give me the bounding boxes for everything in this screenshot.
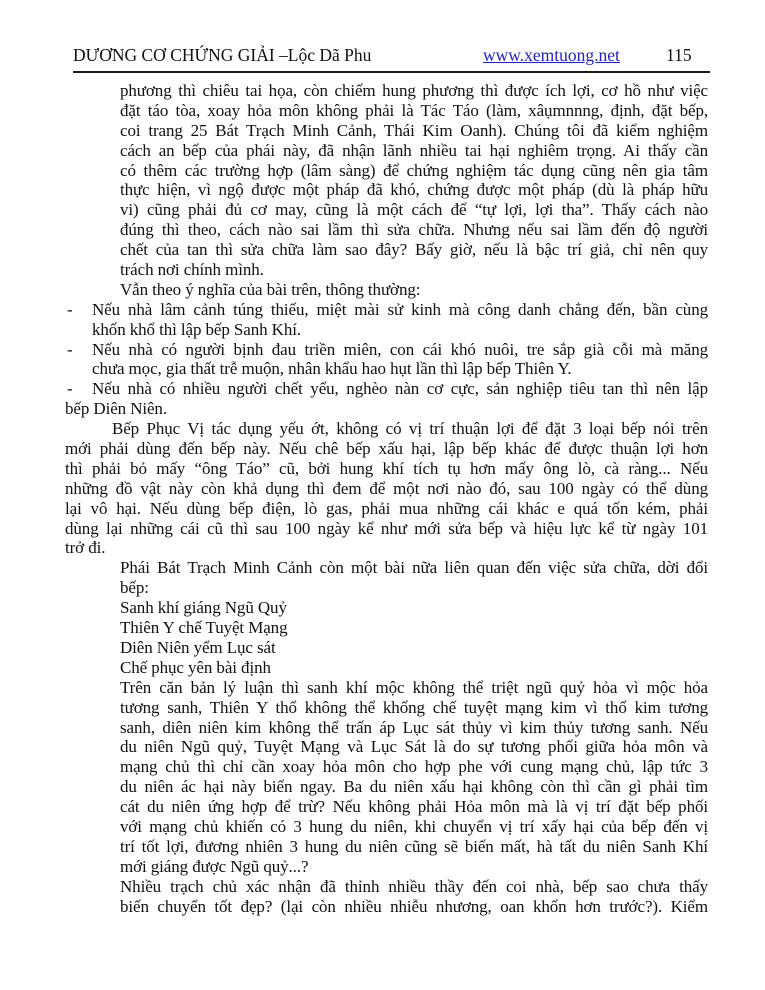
text-line: với mạng chủ khiến có 3 hung du niên, khi chuyển vị trí xấy hại của bếp đến vị	[120, 816, 708, 836]
bullet-dash: -	[67, 339, 73, 359]
text-line: tương sanh, Thiên Y thổ không thể khống chế tuyệt mạng kim vì thổ kim tương	[120, 697, 708, 717]
list-item	[65, 300, 708, 340]
text-line: cát du niên ứng hợp để trừ? Nếu không phải Hỏa môn mà là vị trí đặt bếp phối	[120, 797, 708, 817]
text-line: vi) cũng phải đủ cơ may, cũng là một cách để “tự lợi, lợi tha”. Thấy cách nào	[120, 200, 708, 220]
text-line: chết của tan thì sửa chữa làm sao đây? Bấy giờ, nếu là bậc trí giả, chỉ nên quy	[120, 240, 708, 260]
text-line: bếp Diên Niên.	[65, 399, 167, 419]
text-line: phương thì chiêu tai họa, còn chiếm hung phương thì được ích lợi, cơ hồ như việc	[120, 81, 708, 100]
text-line: Nhiều trạch chủ xác nhận đã thỉnh nhiều thầy đến coi nhà, bếp sao chưa thấy	[120, 876, 708, 896]
text-line: lại vô hại. Nếu dùng bếp điện, lò gas, phải mua những cái khác e quá tốn kém, phải	[65, 498, 708, 518]
text-line: biến chuyển tốt đẹp? (lại còn nhiều nhiễu nhương, oan khốn hơn trước?). Kiểm	[120, 896, 708, 916]
text-line: có thêm các trường hợp (lâm sàng) để chứng nghiệm tác dụng cũng nên gia tâm	[120, 160, 708, 180]
text-line: khốn khổ thì lập bếp Sanh Khí.	[92, 319, 302, 339]
text-line: Phái Bát Trạch Minh Cảnh còn một bài nữa liên quan đến việc sửa chữa, dời đổi	[120, 558, 708, 578]
paragraph-continuation	[120, 81, 708, 300]
text-line: những đồ vật này còn khả dụng thì đem để một nơi nào đó, sau 100 ngày có thể dùng	[65, 478, 708, 498]
page-body	[65, 81, 708, 916]
text-line: thì phải bỏ mấy “ông Táo” cũ, bởi hung khí tích tụ hơn mấy ông lò, cà ràng... Nếu	[65, 458, 708, 478]
text-line: mới phải dùng đến bếp này. Nếu chê bếp xấu hại, lập bếp khác để được thuận lợi hơn	[65, 439, 708, 459]
verse-line: Diên Niên yểm Lục sát	[120, 637, 276, 657]
text-line: bếp:	[120, 578, 149, 598]
text-line: Trên căn bản lý luận thì sanh khí mộc không thể triệt ngũ quỷ hỏa vì mộc hỏa	[120, 677, 708, 697]
text-line: mạng chủ thì chỉ cần xoay hỏa môn cho hợp phe với cung mạng chủ, lập tức 3	[120, 757, 708, 777]
intro-line: Vẫn theo ý nghĩa của bài trên, thông thường:	[120, 279, 421, 299]
header-link[interactable]: www.xemtuong.net	[483, 45, 620, 65]
text-line: Bếp Phục Vị tác dụng yếu ớt, không có vị trí thuận lợi để đặt 3 loại bếp nói trên	[112, 419, 708, 439]
text-line: dùng lại những cái cũ thì sau 100 ngày kể như mới sửa bếp và hiệu lực kể từ ngày 101	[65, 518, 708, 538]
bullet-dash: -	[67, 299, 73, 319]
page-header-title: DƯƠNG CƠ CHỨNG GIẢI –Lộc Dã Phu	[73, 45, 372, 65]
text-line: cách an bếp của phái này, đã nhận lãnh nhiều tai hại nghiêm trọng. Ai thấy cần	[120, 140, 708, 160]
text-line: mới giáng được Ngũ quỷ...?	[120, 856, 309, 876]
text-line: thực hiện, vì ngộ được một pháp đã khó, chứng được một pháp (dù là pháp hữu	[120, 180, 708, 200]
text-line: đặt táo tòa, xoay hỏa môn không phải là Tác Táo (làm, xâụmnnng, định, đặt bếp,	[120, 100, 708, 120]
text-line: Nếu nhà có nhiều người chết yểu, nghèo nàn cơ cực, sản nghiệp tiêu tan thì nên lập	[92, 379, 708, 399]
paragraph-bep-phuc-vi	[65, 419, 708, 558]
dash-list	[65, 300, 708, 419]
bullet-dash: -	[67, 379, 73, 399]
text-line: chưa mọc, gia thất trễ muộn, nhân khẩu hao hụt lần thì lập bếp Thiên Y.	[92, 359, 572, 379]
text-line: du niên Ngũ quỷ, Tuyệt Mạng và Lục Sát là do sự tương phối giữa hỏa môn và	[120, 737, 708, 757]
text-line: đúng thì theo, cách nào sai lầm thì sửa chữa. Nhưng nếu sai lầm đến độ người	[120, 220, 708, 240]
text-line: trở đi.	[65, 538, 106, 558]
verse-line: Chế phục yên bài định	[120, 657, 271, 677]
text-line: trí tốt lợi, đương nhiên 3 hung du niên cũng sẽ biến mất, hà tất du niên Sanh Khí	[120, 836, 708, 856]
verse-line: Thiên Y chế Tuyệt Mạng	[120, 618, 288, 638]
text-line: Nếu nhà lâm cảnh túng thiếu, miệt mài sử kinh mà công danh chẳng đến, bần cùng	[92, 299, 708, 319]
verse-line: Sanh khí giáng Ngũ Quỷ	[120, 598, 287, 618]
header-divider	[73, 71, 710, 73]
text-line: du niên ác hại này biến ngay. Ba du niên xấu hại không còn thì cần gì phải tìm	[120, 777, 708, 797]
page-number: 115	[666, 45, 692, 65]
text-line: Nếu nhà có người bịnh đau triền miên, con cái khó nuôi, tre sắp già cỗi mà măng	[92, 339, 708, 359]
text-line: trách nơi chính mình.	[120, 260, 264, 280]
section-bat-trach	[120, 558, 708, 916]
text-line: coi trang 25 Bát Trạch Minh Cảnh, Thái Kim Oanh). Chúng tôi đã kiểm nghiệm	[120, 120, 708, 140]
text-line: sanh, diên niên kim không thể trấn áp Lục sát thủy vì kim thủy tương sanh. Nếu	[120, 717, 708, 737]
list-item	[65, 340, 708, 380]
list-item	[65, 379, 708, 419]
